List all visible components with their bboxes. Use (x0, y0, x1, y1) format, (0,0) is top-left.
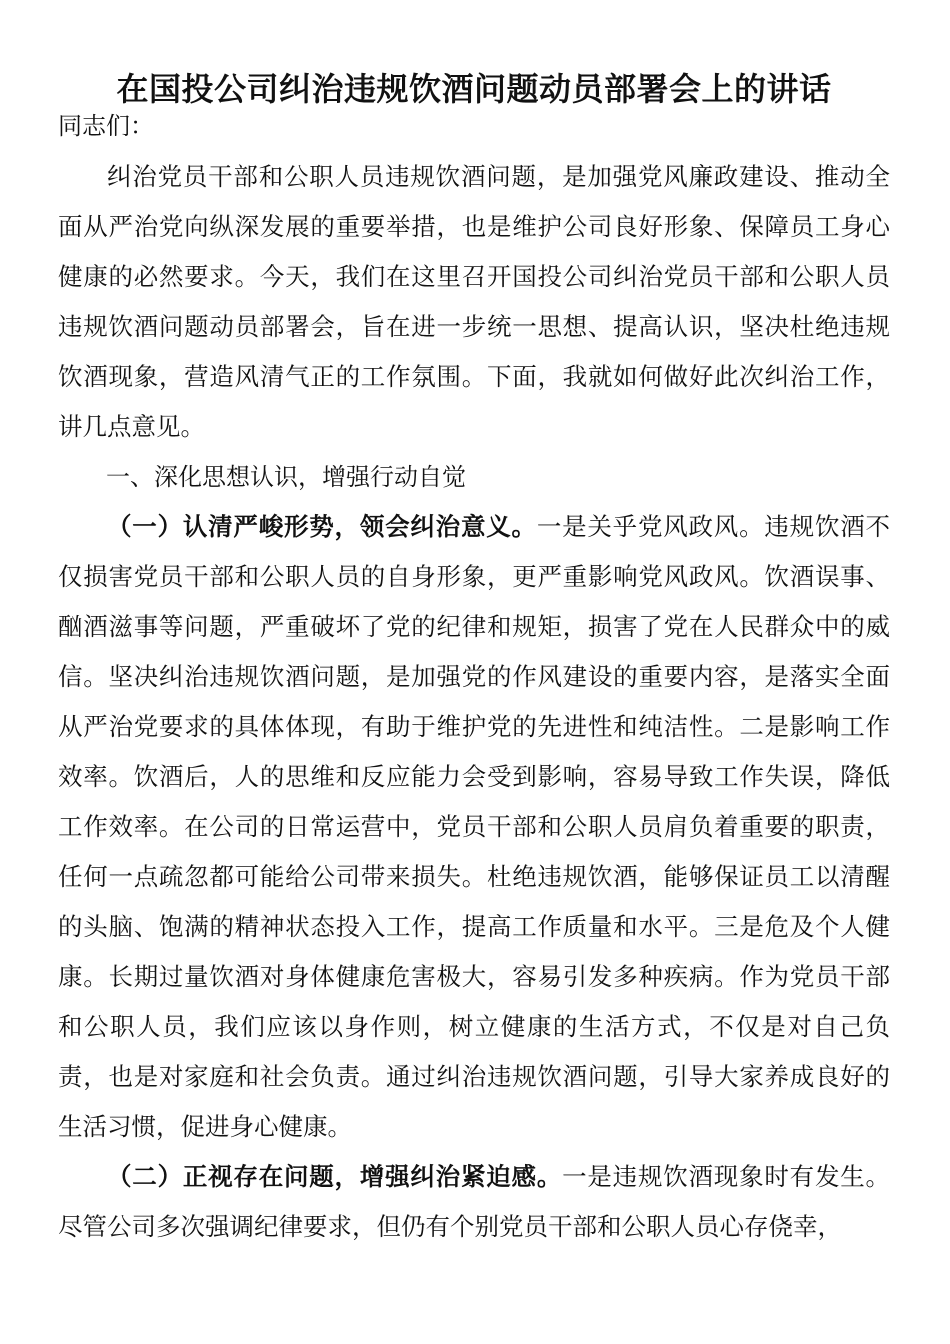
subsection-2-body: 一是违规饮酒现象时有发生。尽管公司多次强调纪律要求，但仍有个别党员干部和公职人员心存侥幸， (58, 1162, 891, 1241)
greeting: 同志们： (58, 112, 154, 140)
subsection-1-lead: （一）认清严峻形势，领会纠治意义。 (107, 512, 537, 541)
subsection-1-body: 一是关乎党风政风。违规饮酒不仅损害党员干部和公职人员的自身形象，更严重影响党风政风。饮酒误事、酗酒滋事等问题，严重破坏了党的纪律和规矩，损害了党在人民群众中的威信。坚决纠治违规饮酒问题，是加强党的作风建设的重要内容，是落实全面从严治党要求的具体体现，有助于维护党的先进性和纯洁性。二是影响工作效率。饮酒后，人的思维和反应能力会受到影响，容易导致工作失误，降低工作效率。在公司的日常运营中，党员干部和公职人员肩负着重要的职责，任何一点疏忽都可能给公司带来损失。杜绝违规饮酒，能够保证员工以清醒的头脑、饱满的精神状态投入工作，提高工作质量和水平。三是危及个人健康。长期过量饮酒对身体健康危害极大，容易引发多种疾病。作为党员干部和公职人员，我们应该以身作则，树立健康的生活方式，不仅是对自己负责，也是对家庭和社会负责。通过纠治违规饮酒问题，引导大家养成良好的生活习惯，促进身心健康。 (58, 512, 891, 1141)
document-title: 在国投公司纠治违规饮酒问题动员部署会上的讲话 (116, 70, 832, 108)
section-heading-1: 一、深化思想认识，增强行动自觉 (106, 463, 466, 491)
subsection-1-paragraph (58, 502, 890, 1152)
subsection-2-lead: （二）正视存在问题，增强纠治紧迫感。 (107, 1162, 563, 1191)
subsection-2-paragraph (58, 1152, 890, 1252)
intro-paragraph: 纠治党员干部和公职人员违规饮酒问题，是加强党风廉政建设、推动全面从严治党向纵深发展的重要举措，也是维护公司良好形象、保障员工身心健康的必然要求。今天，我们在这里召开国投公司纠治党员干部和公职人员违规饮酒问题动员部署会，旨在进一步统一思想、提高认识，坚决杜绝违规饮酒现象，营造风清气正的工作氛围。下面，我就如何做好此次纠治工作，讲几点意见。 (58, 162, 890, 441)
document-page (58, 64, 890, 1252)
